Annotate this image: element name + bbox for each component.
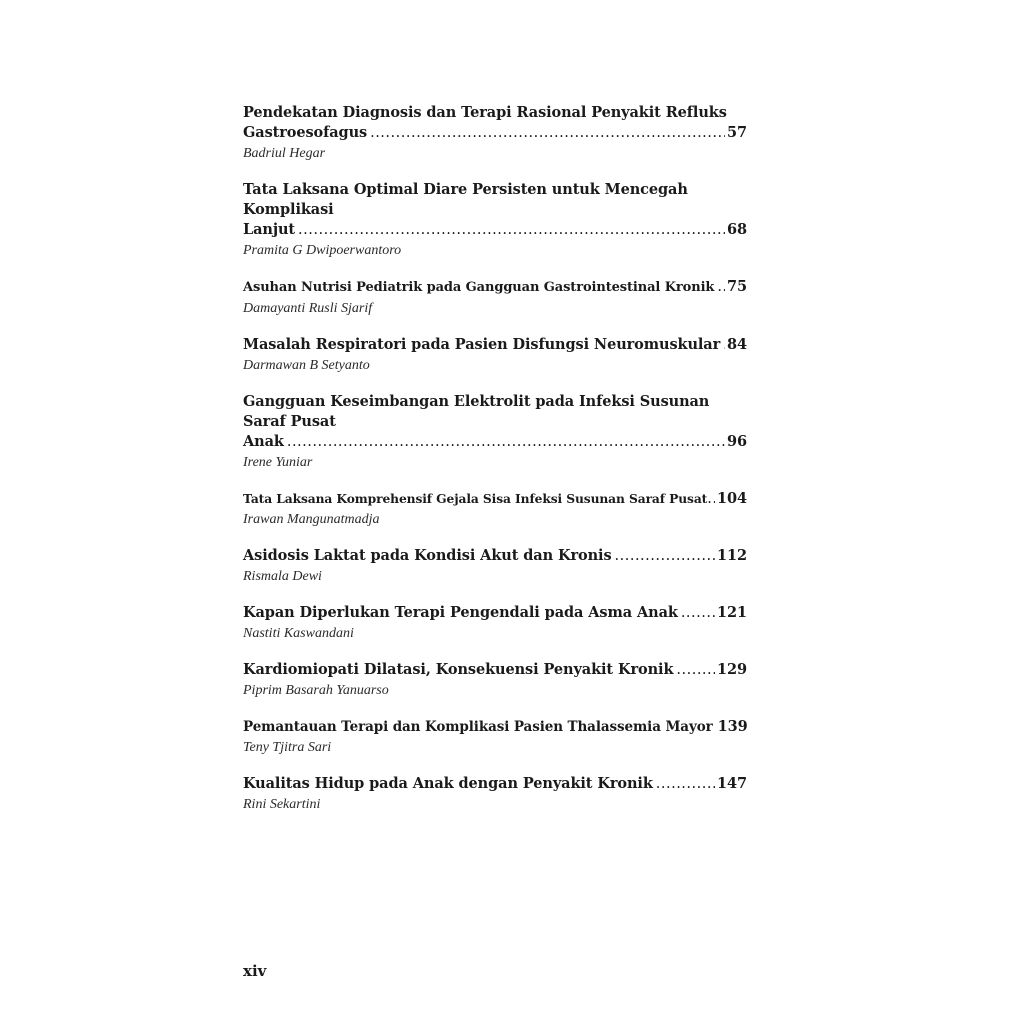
toc-entry-leader-line xyxy=(243,546,747,566)
toc-entry-page: 96 xyxy=(727,433,747,450)
dot-leader xyxy=(681,603,715,623)
dot-leader xyxy=(707,489,715,509)
toc-entry-author: Pramita G Dwipoerwantoro xyxy=(243,243,402,258)
toc-entry-page: 121 xyxy=(717,604,747,621)
dot-leader xyxy=(723,335,725,355)
toc-entry-title: Tata Laksana Optimal Diare Persisten untuk Mencegah Komplikasi xyxy=(243,181,688,218)
toc-entry[interactable] xyxy=(243,103,747,165)
toc-entry-title: Gangguan Keseimbangan Elektrolit pada Infeksi Susunan Saraf Pusat xyxy=(243,393,710,430)
toc-entry-leader-line xyxy=(243,335,747,355)
toc-entry-page: 129 xyxy=(717,661,747,678)
toc-entry[interactable] xyxy=(243,603,747,645)
toc-entry[interactable] xyxy=(243,277,747,320)
toc-entry-title: Lanjut xyxy=(243,221,296,238)
toc-entry-title: Gastroesofagus xyxy=(243,124,368,141)
toc-entry-author: Rismala Dewi xyxy=(243,569,322,584)
toc-entry-author: Teny Tjitra Sari xyxy=(243,740,332,755)
dot-leader xyxy=(298,220,725,240)
toc-entry-leader-line xyxy=(243,660,747,680)
toc-entry-author: Piprim Basarah Yanuarso xyxy=(243,683,389,698)
toc-entry[interactable] xyxy=(243,392,747,474)
toc-entry-title: Kualitas Hidup pada Anak dengan Penyakit Kronik xyxy=(243,775,653,792)
toc-entry-page: 84 xyxy=(727,336,747,353)
toc-entry[interactable] xyxy=(243,660,747,702)
toc-entry-author: Nastiti Kaswandani xyxy=(243,626,354,641)
dot-leader xyxy=(615,546,716,566)
toc-entry-page: 104 xyxy=(717,490,747,507)
toc-entry[interactable] xyxy=(243,180,747,262)
toc-entry-title: Pemantauan Terapi dan Komplikasi Pasien Thalassemia Mayor xyxy=(243,719,713,735)
toc-entry-leader-line xyxy=(243,277,747,298)
toc-entry-title: Masalah Respiratori pada Pasien Disfungsi Neuromuskular xyxy=(243,336,721,353)
dot-leader xyxy=(717,277,725,297)
toc-entry-title: Anak xyxy=(243,433,284,450)
toc-entry-title: Kardiomiopati Dilatasi, Konsekuensi Penyakit Kronik xyxy=(243,661,674,678)
toc-entry-page: 112 xyxy=(717,547,747,564)
toc-entry[interactable] xyxy=(243,335,747,377)
toc-entry-author: Irawan Mangunatmadja xyxy=(243,512,380,527)
dot-leader xyxy=(676,660,715,680)
toc-entry-page: 68 xyxy=(727,221,747,238)
toc-entry-author: Rini Sekartini xyxy=(243,797,321,812)
toc-entry-leader-line xyxy=(243,603,747,623)
toc-entry-page: 147 xyxy=(717,775,747,792)
toc-entry-author: Damayanti Rusli Sjarif xyxy=(243,301,373,316)
toc-entry-leader-line xyxy=(243,123,747,143)
toc-entry[interactable] xyxy=(243,489,747,531)
toc-entry-author: Badriul Hegar xyxy=(243,146,326,161)
toc-entry-title: Tata Laksana Komprehensif Gejala Sisa Infeksi Susunan Saraf Pusat xyxy=(243,491,708,506)
dot-leader xyxy=(287,432,725,452)
toc-entry-author: Irene Yuniar xyxy=(243,455,313,470)
toc-entry-title: Asidosis Laktat pada Kondisi Akut dan Kronis xyxy=(243,547,612,564)
dot-leader xyxy=(656,774,715,794)
toc-entry-leader-line xyxy=(243,220,747,240)
toc-entry-author: Darmawan B Setyanto xyxy=(243,358,370,373)
toc-entry-page: 75 xyxy=(727,278,747,295)
toc-entry-title: Kapan Diperlukan Terapi Pengendali pada Asma Anak xyxy=(243,604,678,621)
toc-entry-title: Pendekatan Diagnosis dan Terapi Rasional Penyakit Refluks xyxy=(243,104,727,121)
dot-leader xyxy=(370,123,725,143)
toc-entry-leader-line xyxy=(243,774,747,794)
toc-entry-leader-line xyxy=(243,432,747,452)
toc-entry-page: 57 xyxy=(727,124,747,141)
toc-entry-leader-line xyxy=(243,489,747,509)
table-of-contents xyxy=(243,103,747,831)
page-number: xiv xyxy=(243,962,267,980)
toc-entry-page: 139 xyxy=(717,718,748,735)
toc-entry-title: Asuhan Nutrisi Pediatrik pada Gangguan Gastrointestinal Kronik xyxy=(243,280,715,295)
toc-entry[interactable] xyxy=(243,774,747,816)
toc-entry[interactable] xyxy=(243,546,747,588)
toc-entry-leader-line xyxy=(243,717,747,737)
toc-entry[interactable] xyxy=(243,717,747,759)
